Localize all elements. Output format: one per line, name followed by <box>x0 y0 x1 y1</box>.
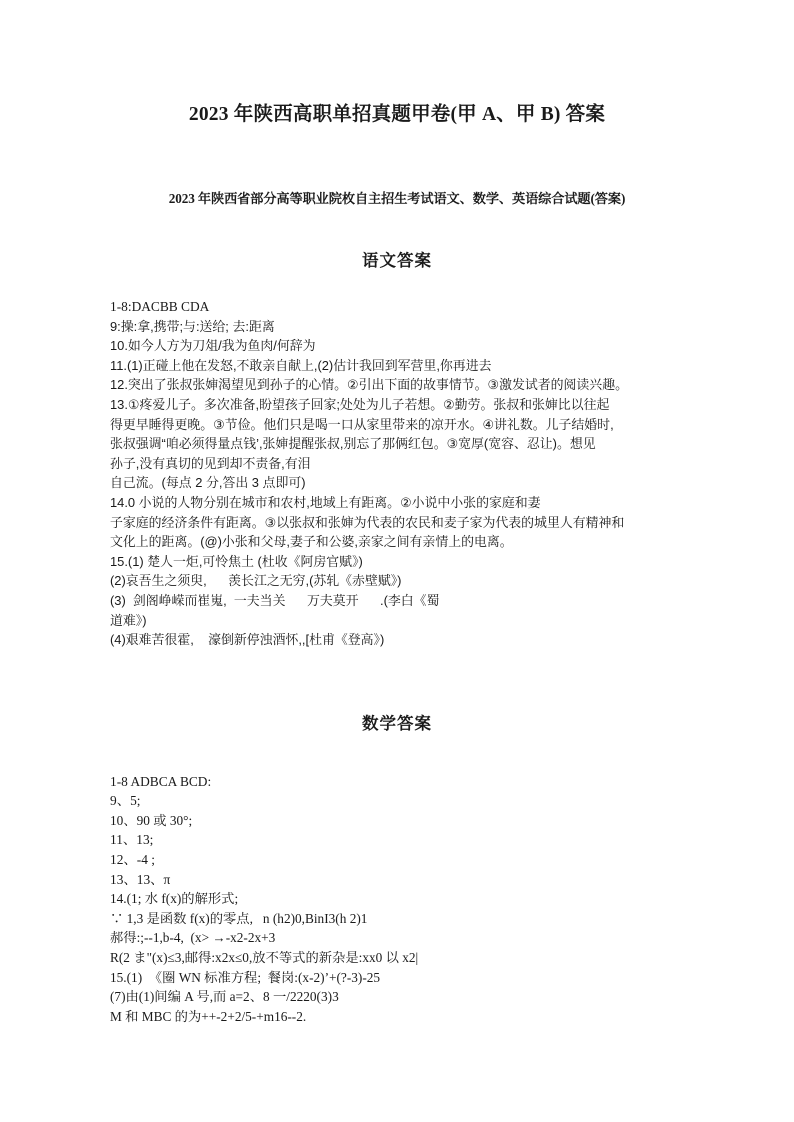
answer-line: 12.突出了张叔张婶渴望见到孙子的心情。②引出下面的故事情节。③激发试者的阅读兴趣。 <box>110 377 628 393</box>
answer-line: 15.(1) 《圈 WN 标准方程; 餐岗:(x-2)’+(?-3)-25 <box>110 969 381 985</box>
answer-line: 文化上的距离。(@)小张和父母,妻子和公婆,亲家之间有亲情上的电离。 <box>110 534 513 550</box>
answer-line: 张叔强调“咱必须得量点钱’,张婶提醒张叔,别忘了那俩红包。③宽厚(宽容、忍让)。想见 <box>110 436 596 452</box>
answer-line: ∵ 1,3 是函数 f(x)的零点, n (h2)0,BinI3(h 2)1 <box>110 910 368 926</box>
answer-line: 1-8 ADBCA BCD: <box>110 773 212 789</box>
answer-line: 11.(1)正碰上他在发怒,不敢亲自献上,(2)估计我回到军营里,你再进去 <box>110 357 492 373</box>
section-heading-math: 数学答案 <box>362 714 432 733</box>
answer-line: (4)艰难苦很霍, 濠倒新停浊酒怀,,[杜甫《登高》) <box>110 632 385 648</box>
page-content <box>110 0 684 1026</box>
answer-line: 9、5; <box>110 793 141 809</box>
answer-line: 孙子,没有真切的见到却不责备,有泪 <box>110 455 311 471</box>
answer-line: (2)哀吾生之须臾, 羡长江之无穷,(苏轧《赤壁赋》) <box>110 573 402 589</box>
answer-line: R(2 ま"(x)≤3,邮得:x2x≤0,放不等式的新杂是:xx0 以 x2| <box>110 950 419 966</box>
answer-line: 11、13; <box>110 832 154 848</box>
answer-line: 1-8:DACBB CDA <box>110 299 210 314</box>
answer-line: 12、-4 ; <box>110 852 156 868</box>
answer-line: 子家庭的经济条件有距离。③以张叔和张婶为代表的农民和麦子家为代表的城里人有精神和 <box>110 514 625 530</box>
answer-list-chinese <box>110 271 684 650</box>
answer-line: (7)由(1)间编 A 号,而 a=2、8 一/2220(3)3 <box>110 989 339 1005</box>
section-heading-chinese: 语文答案 <box>362 252 432 270</box>
answer-line: 9:操:拿,携带;与:送给; 去:距离 <box>110 318 275 334</box>
answer-line: 14.(1; 水 f(x)的解形式; <box>110 891 239 907</box>
answer-line: 郝得:;--1,b-4, (x> →-x2-2x+3 <box>110 930 276 946</box>
answer-line: 13、13、π <box>110 871 171 887</box>
answer-list-math <box>110 734 684 1027</box>
document-subtitle: 2023 年陕西省部分高等职业院枚自主招生考试语文、数学、英语综合试题(答案) <box>168 191 626 206</box>
answer-line: 得更早睡得更晚。③节俭。他们只是喝一口从家里带来的凉开水。④讲礼数。儿子结婚时, <box>110 416 614 432</box>
answer-line: 道难》) <box>110 612 147 628</box>
answer-line: M 和 MBC 的为++-2+2/5-+m16--2. <box>110 1008 307 1024</box>
answer-line: 14.0 小说的人物分别在城市和农村,地域上有距离。②小说中小张的家庭和妻 <box>110 494 541 510</box>
answer-line: (3) 剑阁峥嵘而崔嵬, 一夫当关 万夫莫开 .(李白《蜀 <box>110 592 440 608</box>
answer-line: 13.①疼爱儿子。多次准备,盼望孩子回家;处处为儿子若想。②勤劳。张叔和张婶比以往起 <box>110 396 610 412</box>
answer-line: 10、90 或 30°; <box>110 812 193 828</box>
answer-line: 10.如今人方为刀俎/我为鱼肉/何辞为 <box>110 338 316 354</box>
page-title: 2023 年陕西高职单招真题甲卷(甲 A、甲 B) 答案 <box>188 104 606 125</box>
answer-line: 15.(1) 楚人一炬,可怜焦土 (杜收《阿房官赋》) <box>110 553 363 569</box>
answer-line: 自己流。(每点 2 分,答出 3 点即可) <box>110 475 306 491</box>
